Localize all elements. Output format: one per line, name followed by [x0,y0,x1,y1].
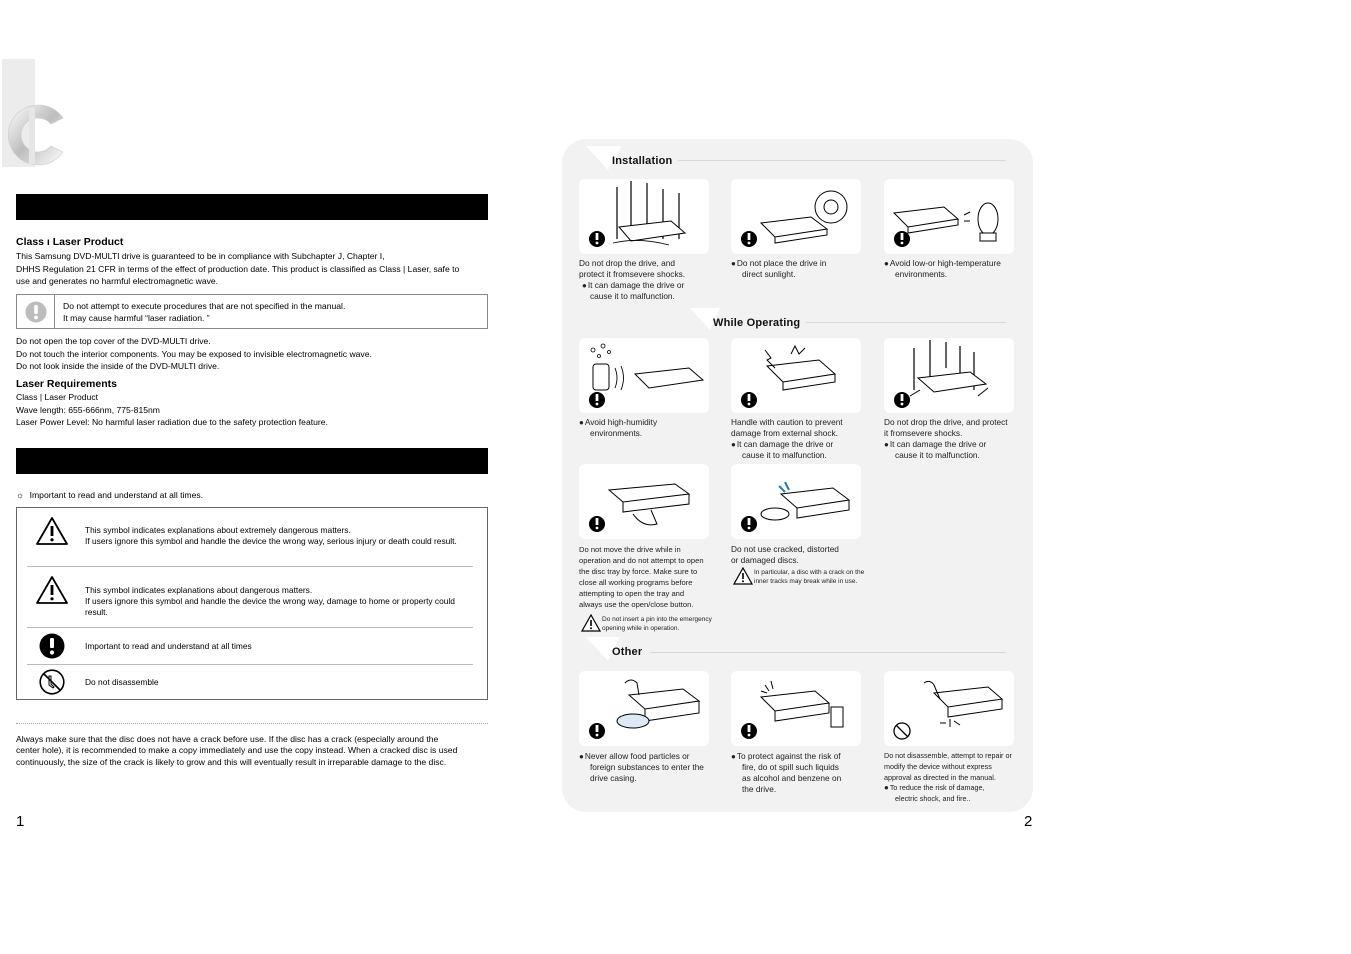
caption-other-2: ● To protect against the risk of fire, do ot spill such liquids as alcohol and benzene on the drive. [731,751,871,795]
symbol-row: Important to read and understand at all times [27,628,473,665]
caption-other-1: ● Never allow food particles or foreign substances to enter the drive casing. [579,751,719,784]
symbol-row: This symbol indicates explanations about extremely dangerous matters. If users ignore this symbol and handle the device the wrong way, serious injury or death could result. [27,508,473,567]
illustration-card [884,671,1014,746]
drive-shock-illustration [731,338,861,413]
drive-sunlight-illustration [731,179,861,254]
drive-heater-illustration [884,179,1014,254]
caption-other-3: Do not disassemble, attempt to repair or modify the device without express approval as directed in the manual. ● To reduce the risk of damage, electric shock, and fire.. [884,751,1024,805]
illustration-card [579,464,709,539]
section-header-bar-safety [16,194,488,220]
caption-installation-3: ● Avoid low-or high-temperature environments. [884,258,1024,280]
chapter-logo-icon [5,104,65,166]
laser-requirements-list: Class | Laser Product Wave length: 655-666nm, 775-815nm Laser Power Level: No harmful laser radiation due to the safety protection feature. [16,392,328,428]
drive-drop-illustration [884,338,1014,413]
warning-triangle-icon [581,614,601,632]
symbol-row: Do not disassemble [27,665,473,700]
caption-installation-1: Do not drop the drive, and protect it fromsevere shocks. ● It can damage the drive or cause it to malfunction. [579,258,719,302]
symbol-legend-table [16,507,488,700]
illustration-card [731,338,861,413]
caption-operating-4: Do not move the drive while in operation and do not attempt to open the disc tray by force. Make sure to close all working programs before attempting to open the tray and always use the open/close button. [579,545,704,609]
warning-triangle-icon [35,516,69,546]
drive-food-illustration [579,671,709,746]
class1-heading: Class ı Laser Product [16,236,124,248]
warning-box-divider [54,295,55,328]
illustration-card [884,179,1014,254]
donts-list: Do not open the top cover of the DVD-MULTI drive. Do not touch the interior components. You may be exposed to invisible electromagnetic wave. Do not look inside the inside of the DVD-MULTI drive. [16,336,372,372]
no-disassemble-icon [39,669,65,695]
important-note: ☼ Important to read and understand at all times. [16,490,204,500]
drive-tray-force-illustration [579,464,709,539]
section-header-bar-symbols [16,448,488,474]
section-rule [678,160,1006,161]
section-title-installation: Installation [612,155,673,167]
laser-warning-box [16,294,488,329]
cracked-disc-illustration [731,464,861,539]
exclamation-circle-icon [25,301,47,323]
note-operating-5: In particular, a disc with a crack on the inner tracks may break while in use. [754,569,865,585]
illustration-card [579,338,709,413]
illustration-card [579,671,709,746]
warning-triangle-icon [35,575,69,605]
caption-operating-1: ● Avoid high-humidity environments. [579,417,719,439]
laser-requirements-heading: Laser Requirements [16,378,117,390]
page-number-right: 2 [1024,813,1033,830]
section-title-other: Other [612,646,643,658]
drive-drop-illustration [579,179,709,254]
caption-installation-2: ● Do not place the drive in direct sunlight. [731,258,871,280]
caption-operating-5: Do not use cracked, distorted or damaged discs. [731,544,839,565]
drive-humidity-illustration [579,338,709,413]
section-title-while-operating: While Operating [713,317,801,329]
laser-warning-text: Do not attempt to execute procedures that are not specified in the manual. It may cause harmful “laser radiation. ” [63,301,346,324]
exclamation-circle-icon [39,633,65,659]
page-number-left: 1 [16,813,25,830]
dotted-divider [16,723,488,724]
drive-disassemble-illustration [884,671,1014,746]
drive-liquid-illustration [731,671,861,746]
class1-description: This Samsung DVD-MULTI drive is guaranteed to be in compliance with Subchapter J, Chapter I, DHHS Regulation 21 CFR in terms of the effect of production date. This product is classified as Class | Laser, safe to use and generates no harmful electromagnetic wave. [16,251,460,287]
caption-operating-3: Do not drop the drive, and protect it fromsevere shocks. ● It can damage the drive or cause it to malfunction. [884,417,1029,461]
section-rule [806,322,1006,323]
illustration-card [731,671,861,746]
sun-bullet-icon: ☼ [16,490,25,500]
section-rule [650,652,1006,653]
illustration-card [884,338,1014,413]
illustration-card [731,179,861,254]
note-operating-4: Do not insert a pin into the emergency opening while in operation. [602,616,712,632]
warning-triangle-icon [733,567,753,585]
symbol-row: This symbol indicates explanations about dangerous matters. If users ignore this symbol and handle the device the wrong way, damage to home or property could result. [27,567,473,628]
illustration-card [731,464,861,539]
illustration-card [579,179,709,254]
cracked-disc-note: Always make sure that the disc does not have a crack before use. If the disc has a crack (especially around the center hole), it is recommended to make a copy immediately and use the copy instead. When a cracked disc is used continuously, the size of the crack is likely to grow and this will eventually result in irreparable damage to the disc. [16,734,458,767]
caption-operating-2: Handle with caution to prevent damage from external shock. ● It can damage the drive or cause it to malfunction. [731,417,871,461]
